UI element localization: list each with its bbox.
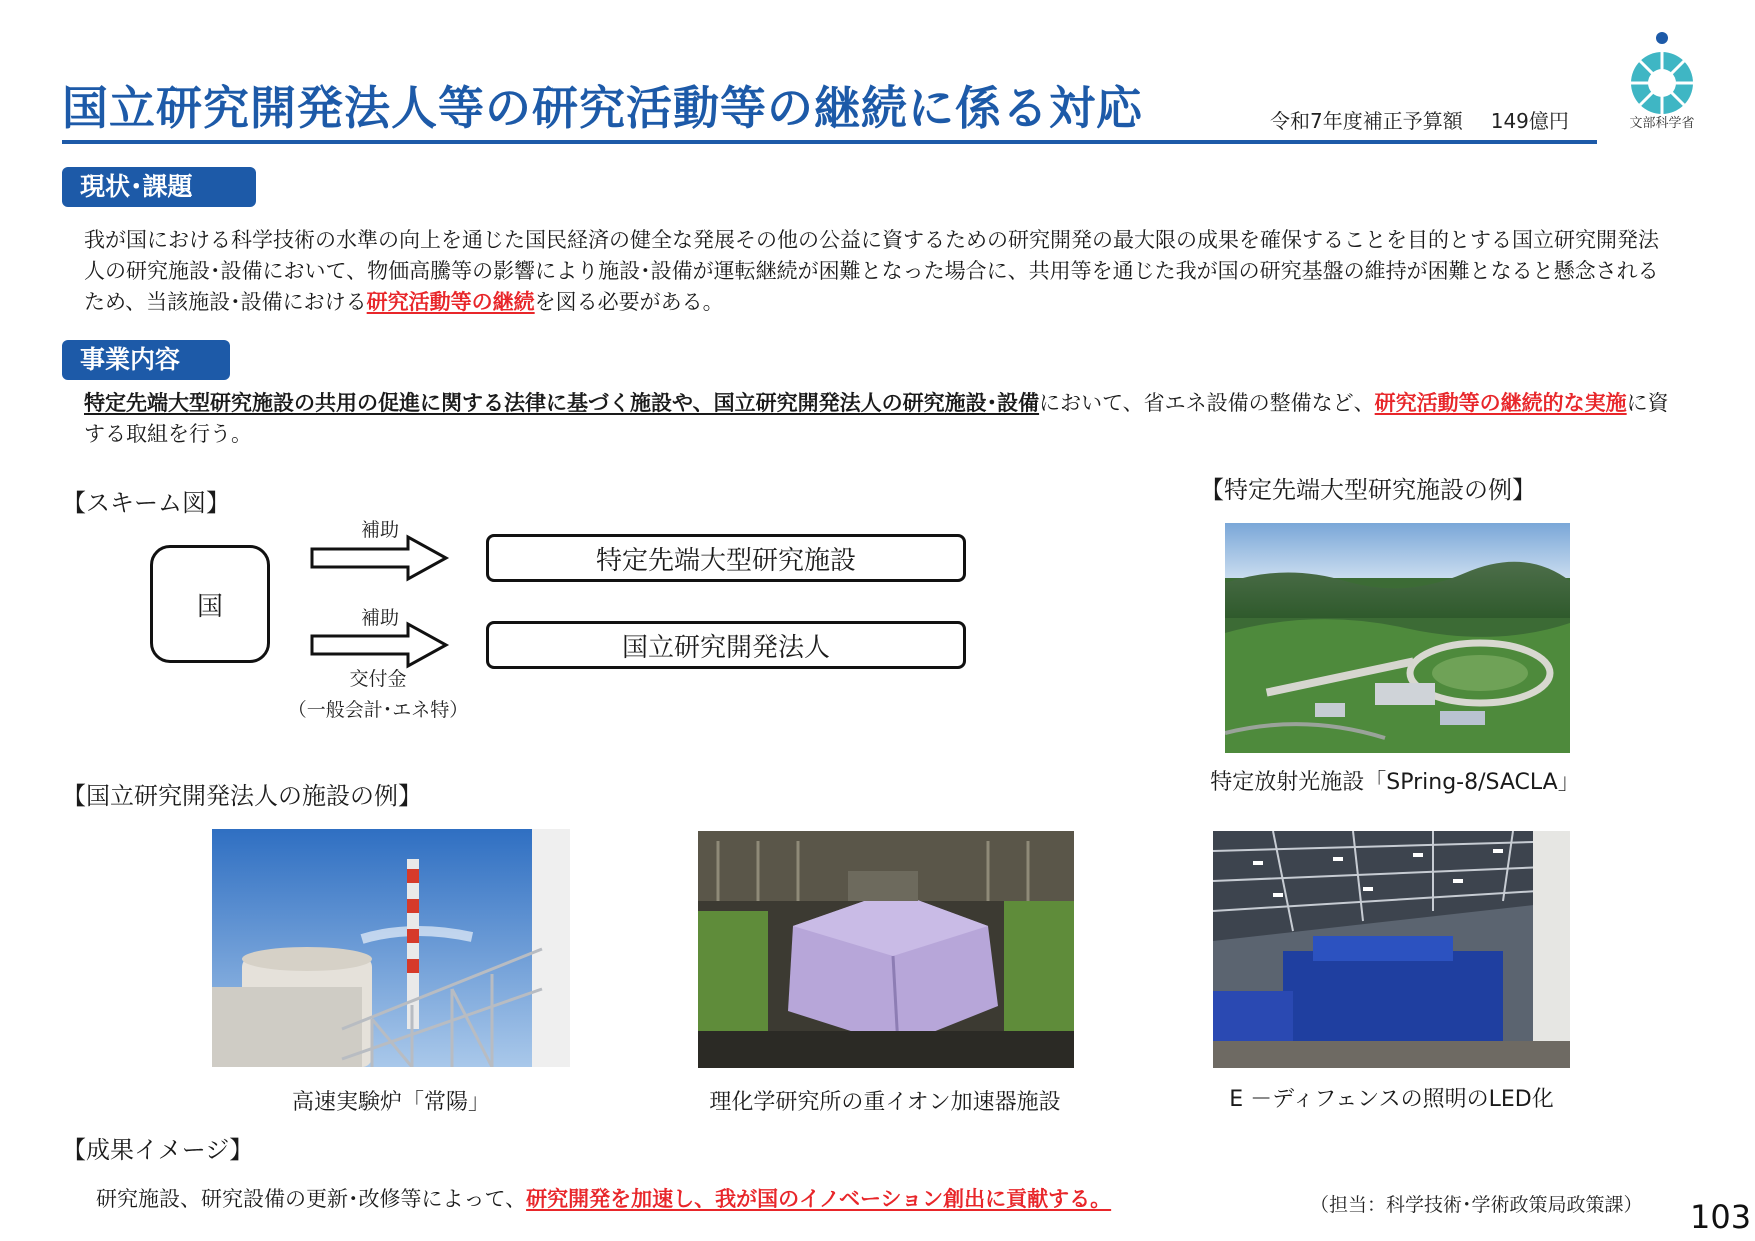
- budget-label: 令和7年度補正予算額: [1270, 109, 1463, 133]
- scheme-target-special-label: 特定先端大型研究施設: [595, 545, 856, 576]
- result-highlight: 研究開発を加速し、我が国のイノベーション創出に貢献する。: [526, 1187, 1112, 1211]
- status-text-end: を図る必要がある。: [534, 290, 724, 314]
- arrow-right-icon: [310, 621, 450, 669]
- business-paragraph: [84, 388, 1674, 450]
- budget-info: [1270, 105, 1569, 134]
- arrow2-sublabel: 交付金: [349, 668, 407, 690]
- logo-text: 文部科学省: [1629, 116, 1695, 131]
- result-text-start: 研究施設、研究設備の更新･改修等によって、: [96, 1187, 527, 1211]
- arrow2-label: 補助: [360, 607, 399, 629]
- business-mid-text: において、省エネ設備の整備など、: [1039, 391, 1375, 415]
- arrow2-note: （一般会計･エネ特）: [287, 699, 469, 721]
- e-defense-photo: [1213, 831, 1570, 1068]
- business-highlight: 研究活動等の継続的な実施: [1374, 391, 1627, 415]
- title-divider: [62, 140, 1597, 144]
- result-text: [96, 1183, 1111, 1213]
- scheme-target-special: [486, 534, 966, 582]
- scheme-source-box: [150, 545, 270, 663]
- heavy-ion-caption: 理化学研究所の重イオン加速器施設: [709, 1090, 1061, 1115]
- budget-amount: 149億円: [1490, 109, 1569, 133]
- page-title: 国立研究開発法人等の研究活動等の継続に係る対応: [62, 81, 1143, 135]
- business-text-end: に資する取組を行う。: [84, 391, 1669, 446]
- arrow-right-icon: [310, 534, 450, 582]
- scheme-target-national-label: 国立研究開発法人: [621, 632, 830, 663]
- contact-info: （担当：科学技術･学術政策局政策課）: [1310, 1194, 1643, 1216]
- status-section-label: 現状･課題: [62, 167, 256, 207]
- spring8-caption: 特定放射光施設「SPring-8/SACLA」: [1210, 770, 1580, 795]
- heavy-ion-accelerator-photo: [698, 831, 1074, 1068]
- result-heading: 【成果イメージ】: [62, 1136, 254, 1164]
- joyo-reactor-photo: [212, 829, 570, 1067]
- scheme-target-national: [486, 621, 966, 669]
- status-text: 我が国における科学技術の水準の向上を通じた国民経済の健全な発展その他の公益に資するための研究開発の最大限の成果を確保することを目的とする国立研究開発法人の研究施設･設備において、物価高騰等の影響により施設･設備が運転継続が困難となった場合に、共用等を通じた我が国の研究基盤の維持が困難となると懸念されるため、当該施設･設備における: [84, 228, 1659, 314]
- status-paragraph: [84, 225, 1674, 318]
- business-section-label: 事業内容: [62, 340, 230, 380]
- national-facilities-heading: 【国立研究開発法人の施設の例】: [62, 782, 422, 810]
- scheme-source-label: 国: [196, 591, 223, 622]
- page-number: 103: [1690, 1198, 1752, 1236]
- e-defense-caption: E －ディフェンスの照明のLED化: [1229, 1087, 1554, 1112]
- special-facility-heading: 【特定先端大型研究施設の例】: [1200, 476, 1536, 504]
- joyo-caption: 高速実験炉「常陽」: [291, 1090, 490, 1115]
- scheme-heading: 【スキーム図】: [62, 489, 230, 517]
- business-bold-text: 特定先端大型研究施設の共用の促進に関する法律に基づく施設や、国立研究開発法人の研究施設･設備: [84, 391, 1040, 415]
- status-highlight: 研究活動等の継続: [366, 290, 535, 314]
- spring8-aerial-photo: [1225, 523, 1570, 753]
- arrow1-label: 補助: [360, 519, 399, 541]
